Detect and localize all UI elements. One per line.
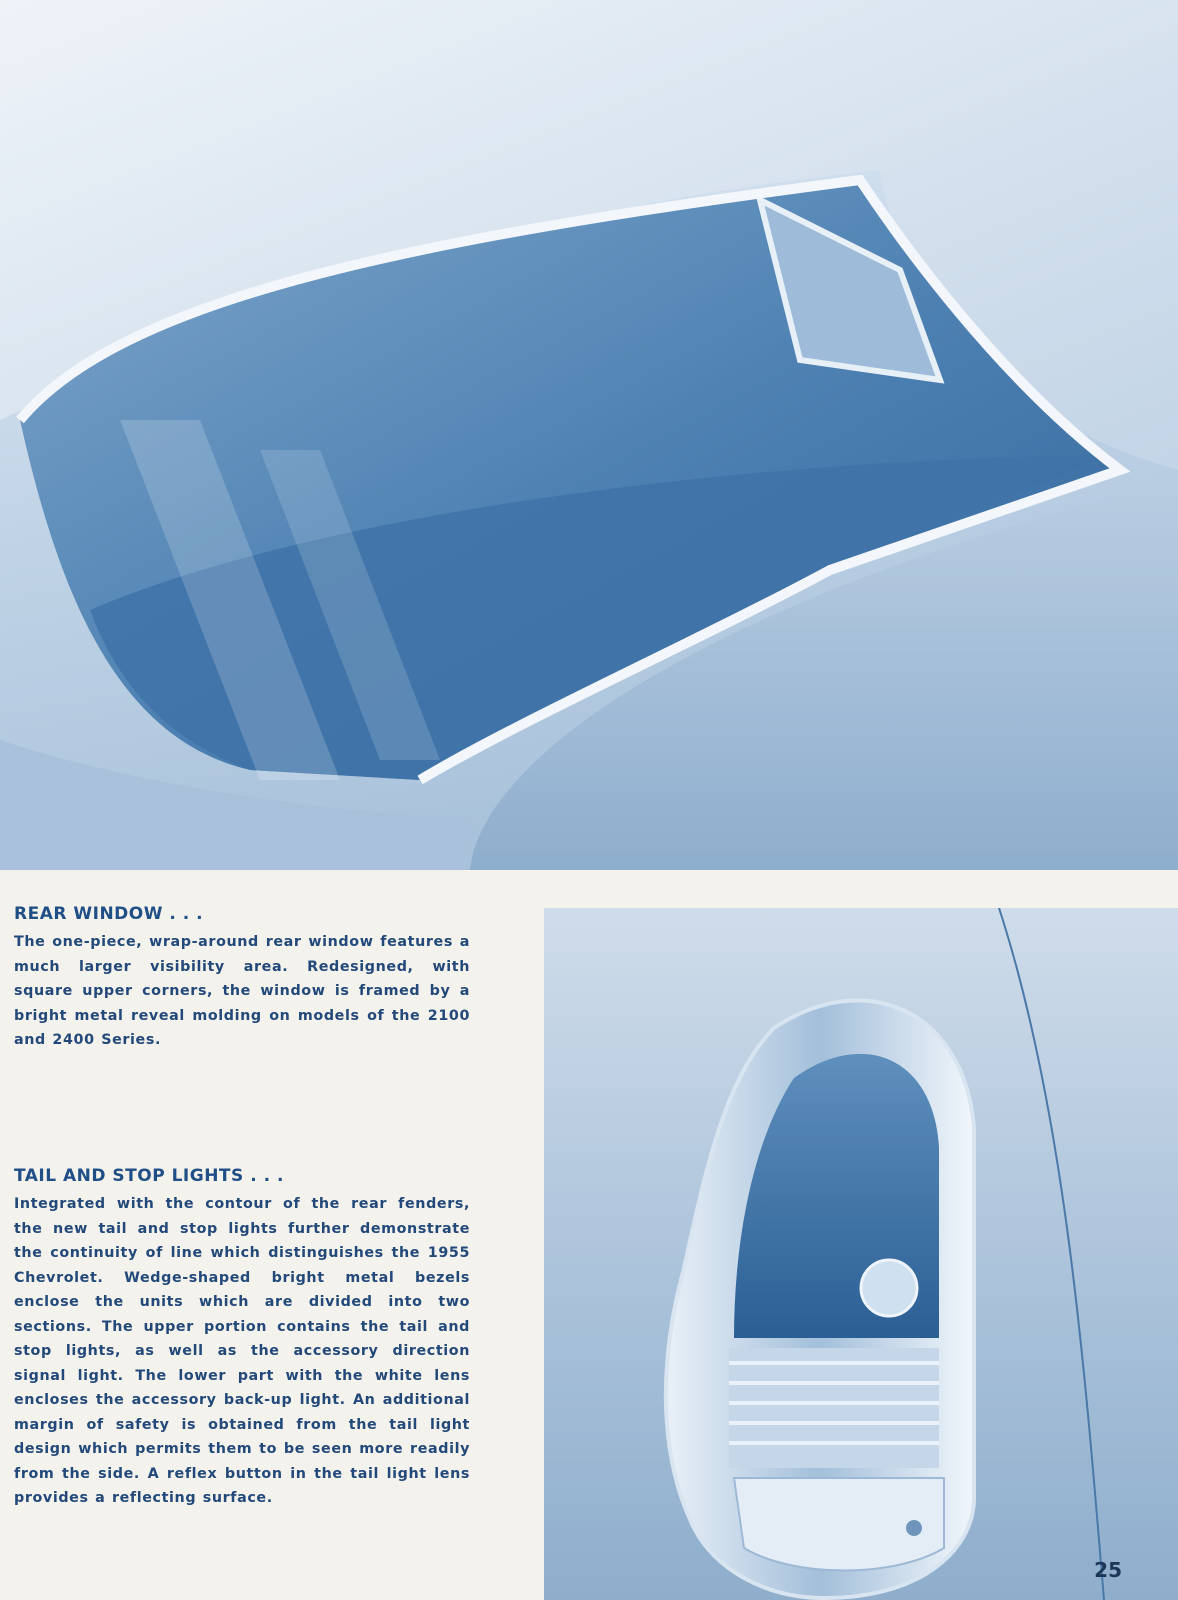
rear-window-heading: REAR WINDOW . . . (14, 904, 204, 924)
rear-window-body: The one-piece, wrap-around rear window features a much larger visibility area. Redesigned, with square upper corners, the window is framed by a bright metal reveal molding on models of the 2100 and 2400 Series. (14, 934, 470, 1048)
tail-lights-body: Integrated with the contour of the rear fenders, the new tail and stop lights further demonstrate the continuity of line which distinguishes the 1955 Chevrolet. Wedge-shaped bright metal bezels enclose the units which are divided into two sections. The upper portion contains the tail and stop lights, as well as the accessory direction signal light. The lower part with the white lens encloses the accessory back-up light. An additional margin of safety is obtained from the tail light design which permits them to be seen more readily from the side. A reflex button in the tail light lens provides a reflecting surface. (14, 1196, 470, 1506)
backup-light-lens (729, 1348, 939, 1468)
tail-lights-heading: TAIL AND STOP LIGHTS . . . (14, 1166, 284, 1186)
rear-window-section (14, 904, 470, 1053)
tail-light-photo (544, 908, 1178, 1600)
page-number: 25 (1094, 1558, 1122, 1582)
reflex-button (861, 1260, 917, 1316)
tail-lights-section (14, 1166, 470, 1511)
